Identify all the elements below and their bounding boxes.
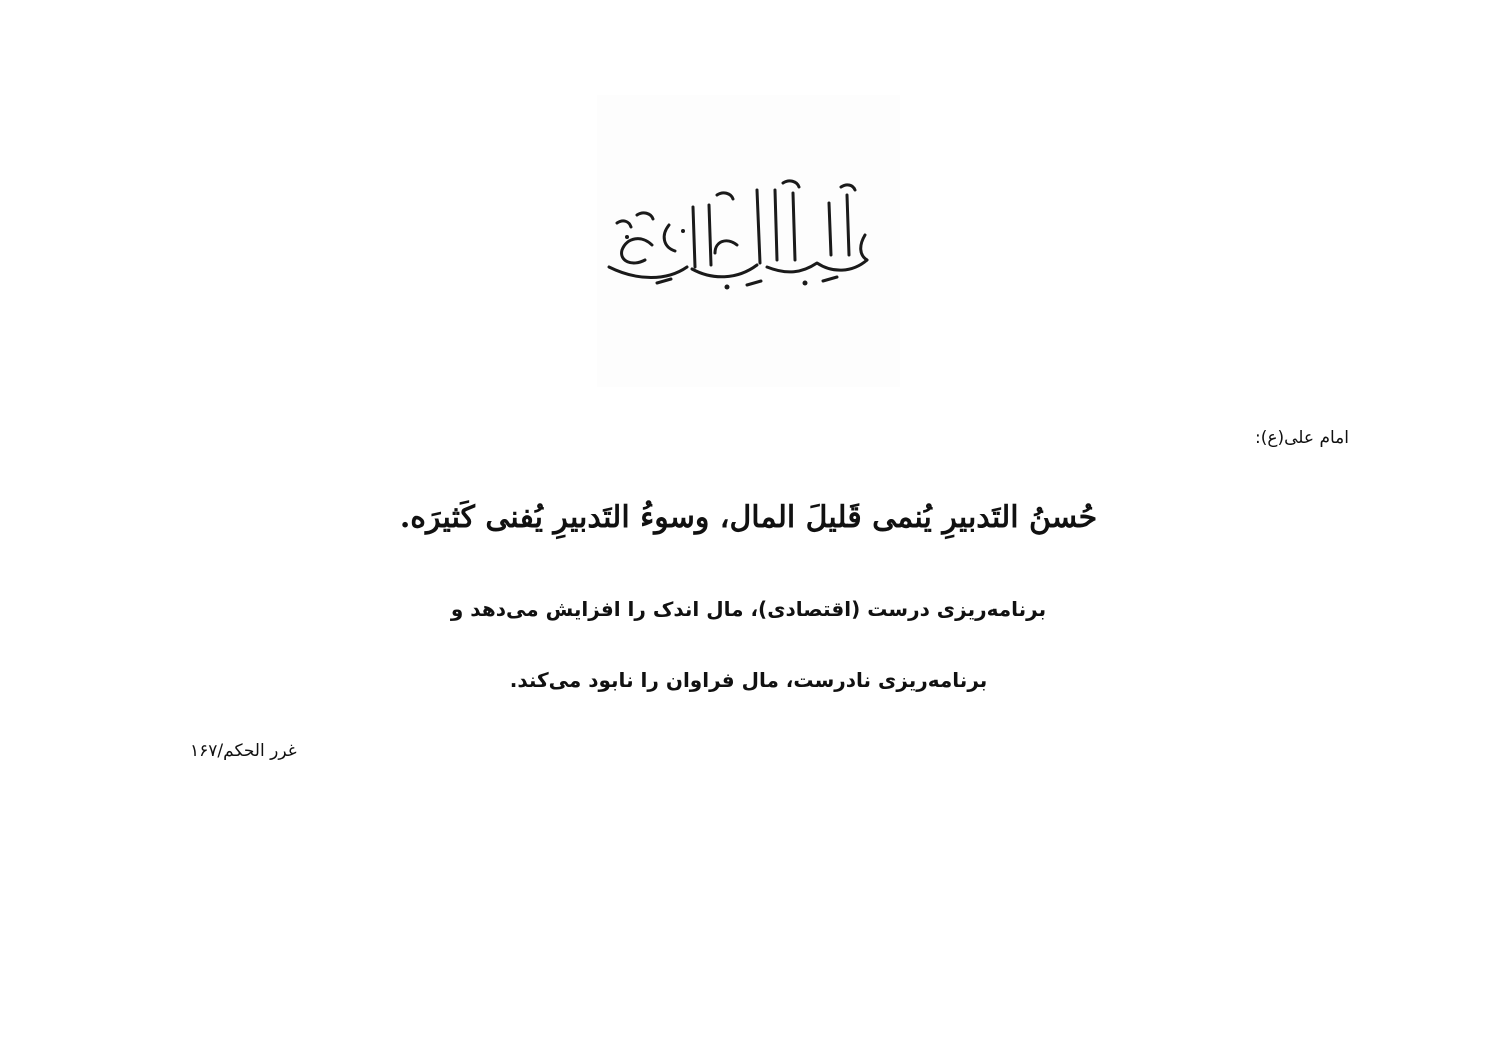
hadith-arabic-text: حُسنُ التَدبیرِ یُنمی قَلیلَ المال، وسوءُ التَدبیرِ یُفنی کَثیرَه. — [399, 500, 1098, 535]
attribution-label: امام علی(ع): — [1254, 428, 1349, 448]
translation-line-2: برنامه‌ریزی نادرست، مال فراوان را نابود می‌کند. — [509, 668, 988, 692]
translation-line-1: برنامه‌ریزی درست (اقتصادی)، مال اندک را افزایش می‌دهد و — [450, 597, 1047, 621]
basmala-calligraphy — [597, 95, 900, 387]
basmala-calligraphy-icon — [597, 95, 900, 387]
source-reference: غرر الحکم/۱۶۷ — [190, 741, 297, 761]
